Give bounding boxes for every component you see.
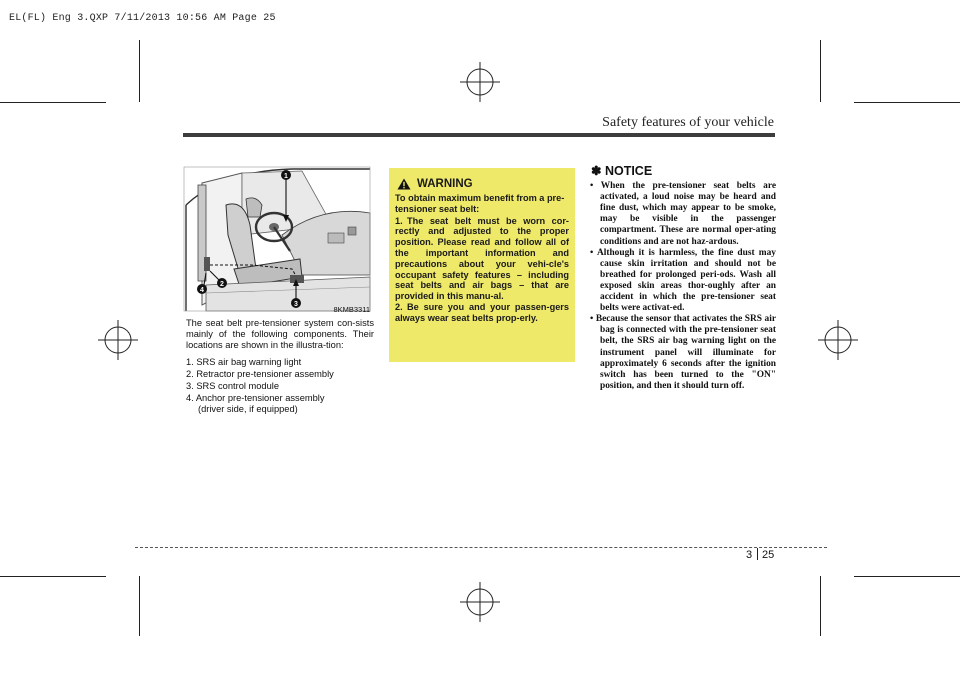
- svg-text:3: 3: [294, 301, 298, 308]
- list-item: 2. Be sure you and your passen-gers always wear seat belts prop-erly.: [395, 301, 569, 323]
- warning-box: [389, 168, 575, 362]
- notice-section: [590, 166, 776, 392]
- section-title: Safety features of your vehicle: [602, 115, 774, 130]
- registration-mark-top: [460, 62, 500, 102]
- registration-mark-left: [98, 320, 138, 360]
- list-item: • When the pre-tensioner seat belts are activated, a loud noise may be heard and fine dust, which may appear to be smoke, may be visible in the passenger compartment. These are normal oper-ating conditions and are not haz-ardous.: [590, 181, 776, 247]
- warning-title: WARNING: [417, 177, 473, 190]
- svg-text:2: 2: [220, 281, 224, 288]
- list-item: 4. Anchor pre-tensioner assembly (driver side, if equipped): [186, 393, 325, 415]
- page-number: 25: [762, 549, 775, 561]
- list-item: • Because the sensor that activates the SRS air bag is connected with the pre-tensioner seat belt, the SRS air bag warning light on the instrument panel will illuminate for approximately 6 seconds after the ignition switch has been turned to the "ON" position, and then it should turn off.: [590, 314, 776, 391]
- warning-triangle-icon: [397, 178, 411, 190]
- print-slug: EL(FL) Eng 3.QXP 7/11/2013 10:56 AM Page 25: [9, 13, 276, 24]
- registration-mark-bottom: [460, 582, 500, 622]
- list-item: 2. Retractor pre-tensioner assembly: [186, 368, 334, 379]
- intro-paragraph: The seat belt pre-tensioner system con-sists mainly of the following components. Their locations are shown in the illustra-tion:: [186, 318, 374, 351]
- svg-text:4: 4: [200, 287, 204, 294]
- notice-title: ✽ NOTICE: [591, 164, 653, 178]
- component-description: [186, 318, 374, 417]
- warning-lead: To obtain maximum benefit from a pre-tensioner seat belt:: [395, 193, 565, 214]
- pretensioner-illustration: [182, 165, 372, 313]
- registration-mark-right: [818, 320, 858, 360]
- warning-header: [397, 178, 569, 190]
- callout-2: [217, 278, 227, 288]
- figure-code: 8KMB3311: [333, 305, 370, 314]
- list-item: • Although it is harmless, the fine dust may cause skin irritation and should not be breathed for prolonged peri-ods. Wash all exposed skin areas thor-oughly after an accident in which the pre-tensioner seat belts were activat-ed.: [590, 247, 776, 314]
- list-item: 1. The seat belt must be worn cor-rectly and adjusted to the proper position. Please read and follow all of the important information and precautions about your vehi-cle's occupant safety features – including seat belts and air bags – that are provided in this manu-al.: [395, 215, 569, 302]
- callout-3: [291, 298, 301, 308]
- callout-4: [197, 284, 207, 294]
- chapter-number: 3: [746, 549, 753, 561]
- notice-list: [590, 181, 776, 392]
- header-rule: [183, 133, 775, 137]
- page-number-divider: [757, 548, 758, 560]
- warning-list: [395, 216, 569, 324]
- component-list: [186, 357, 374, 416]
- callout-1: [281, 170, 291, 180]
- list-item: 3. SRS control module: [186, 381, 280, 392]
- list-item: 1. SRS air bag warning light: [186, 356, 302, 367]
- footer-rule: [135, 547, 827, 548]
- svg-text:1: 1: [284, 173, 288, 180]
